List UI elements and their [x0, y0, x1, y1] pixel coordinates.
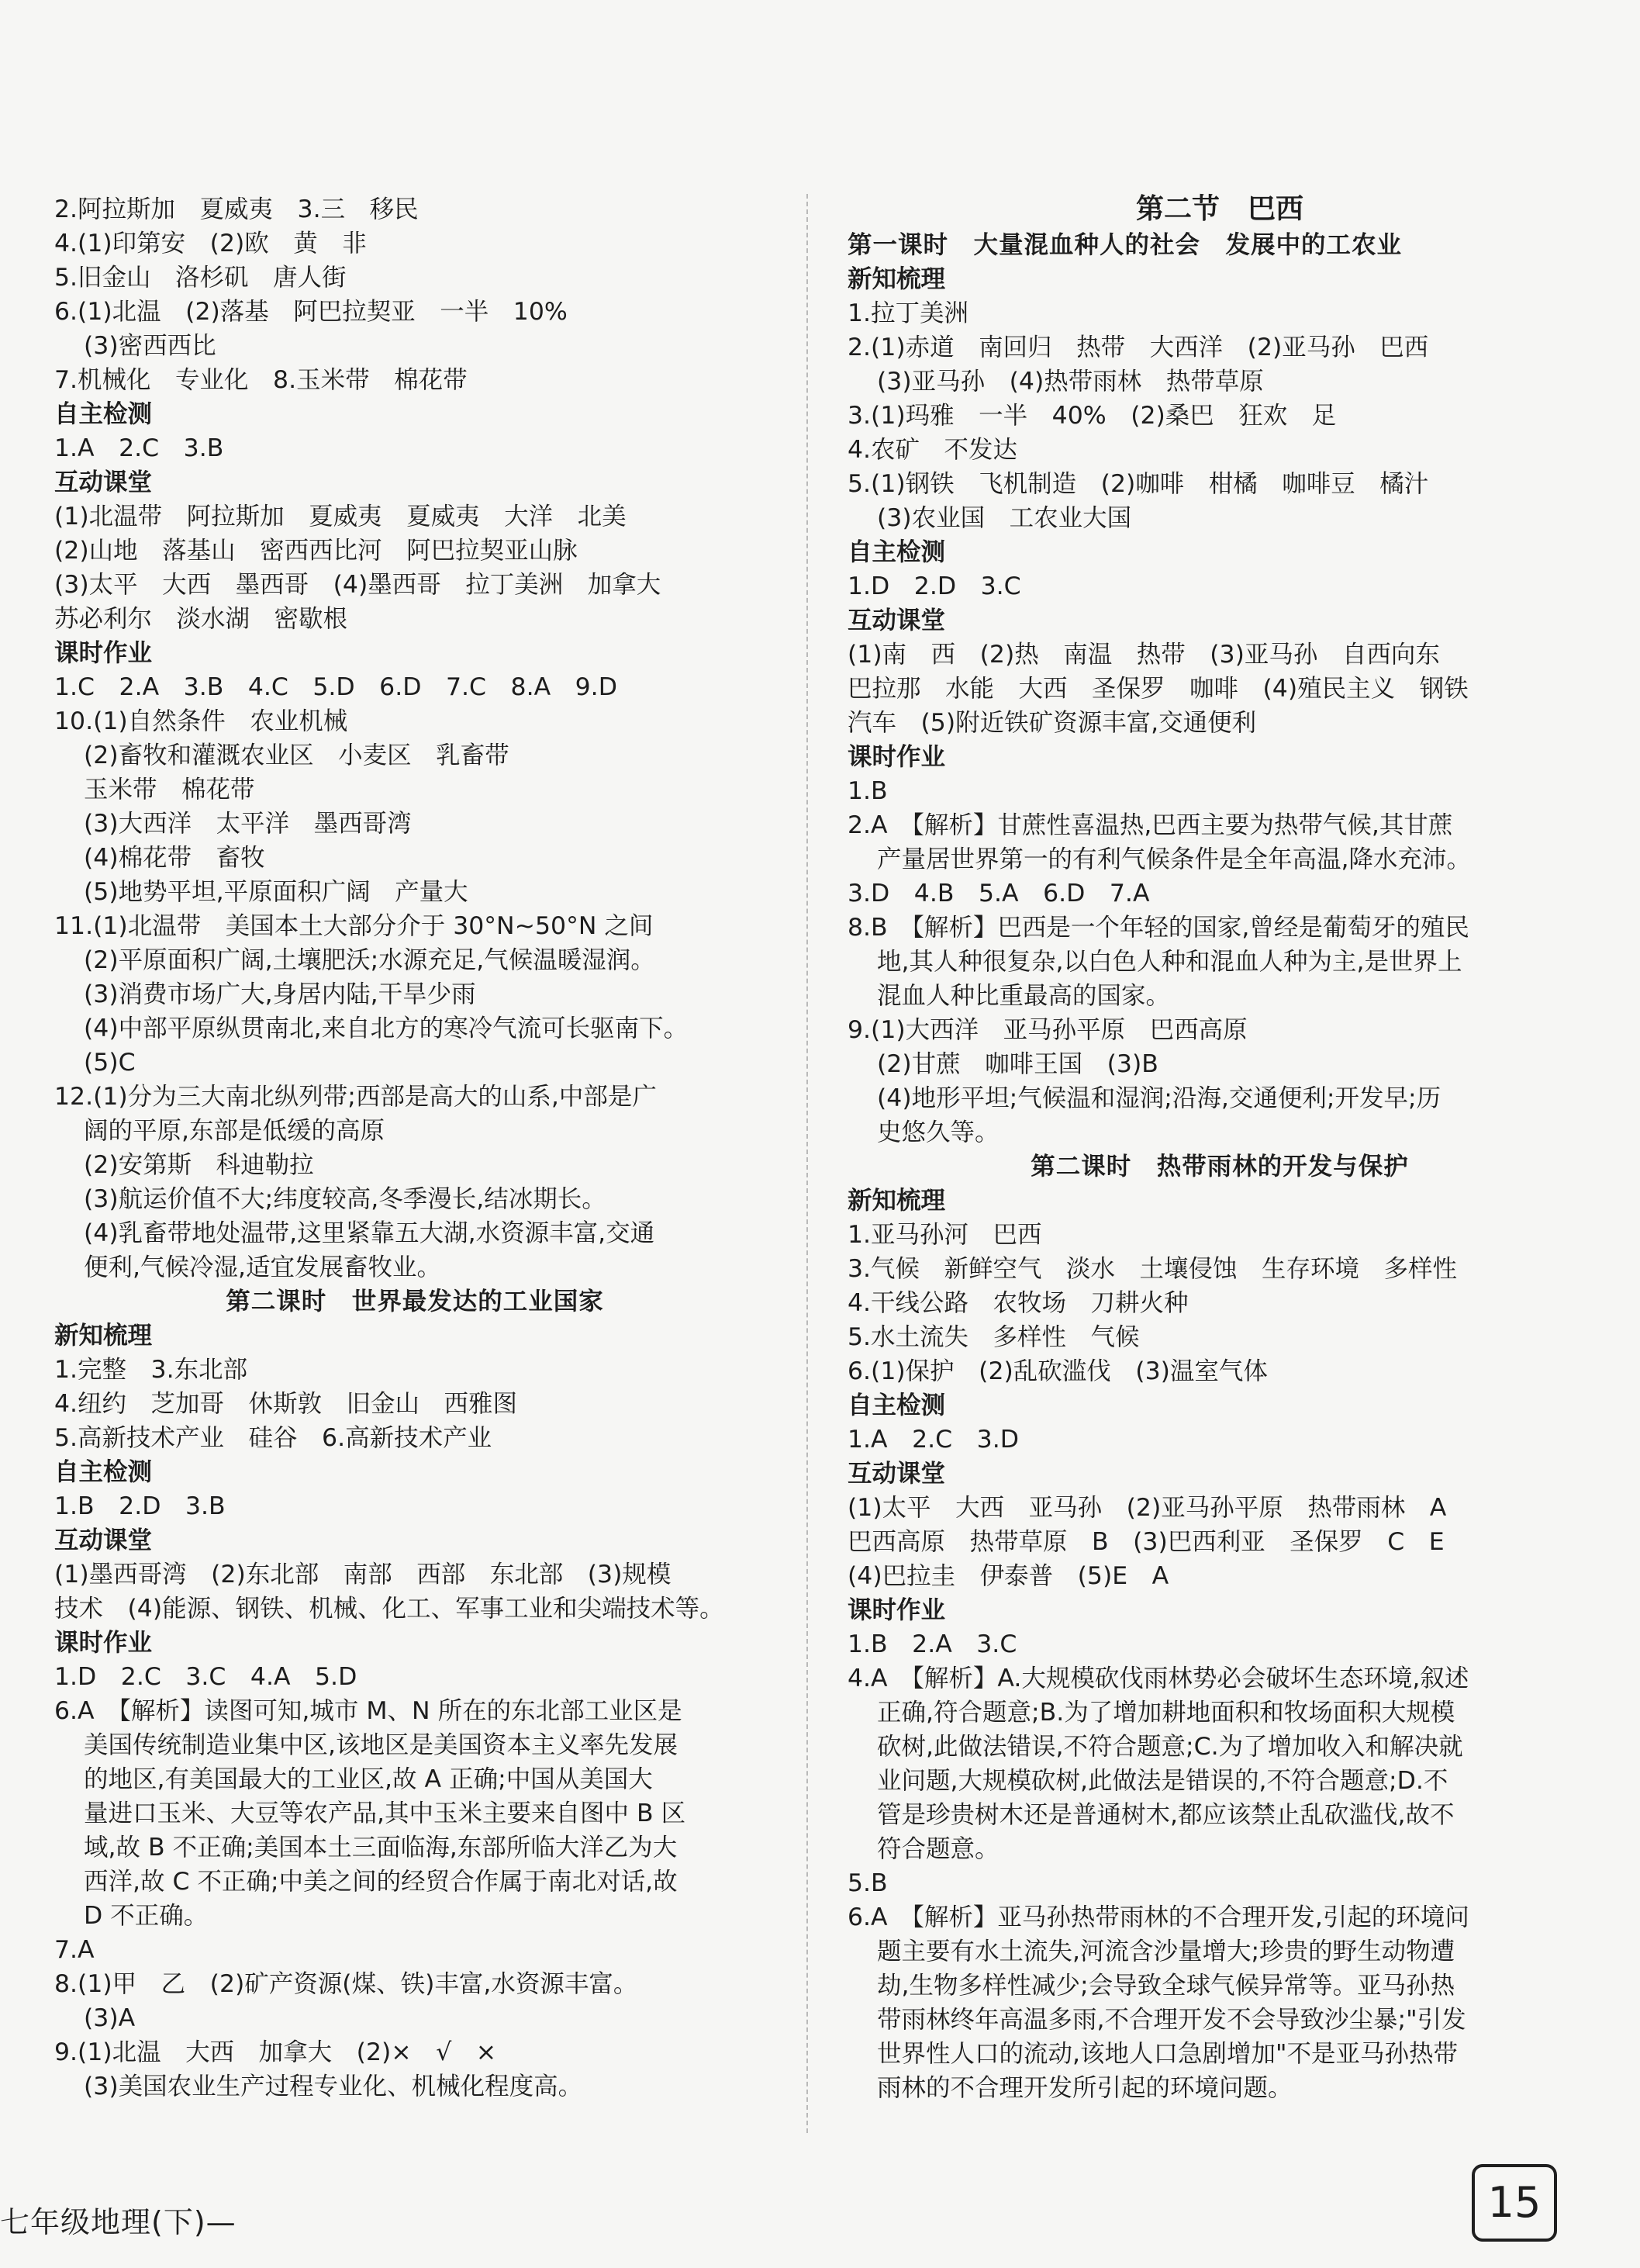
- answer-line: 苏必利尔 淡水湖 密歇根: [54, 605, 348, 633]
- answer-line: 5.水土流失 多样性 气候: [848, 1323, 1140, 1351]
- answer-line: 题主要有水土流失,河流含沙量增大;珍贵的野生动物遭: [877, 1938, 1455, 1965]
- answer-line: 1.D 2.C 3.C 4.A 5.D: [54, 1663, 357, 1691]
- answer-line: 符合题意。: [877, 1835, 1000, 1863]
- section-heading: 新知梳理: [54, 1322, 153, 1350]
- answer-line: 6.A 【解析】读图可知,城市 M、N 所在的东北部工业区是: [54, 1697, 682, 1725]
- answer-line: 9.(1)北温 大西 加拿大 (2)× √ ×: [54, 2038, 497, 2066]
- answer-line: (5)地势平坦,平原面积广阔 产量大: [84, 878, 468, 906]
- answer-line: 巴西高原 热带草原 B (3)巴西利亚 圣保罗 C E: [848, 1528, 1445, 1556]
- answer-line: 劫,生物多样性减少;会导致全球气候异常等。亚马孙热: [877, 1972, 1455, 2000]
- answer-line: (2)安第斯 科迪勒拉: [84, 1151, 314, 1179]
- lesson-title: 第二课时 世界最发达的工业国家: [226, 1288, 604, 1316]
- answer-line: (1)北温带 阿拉斯加 夏威夷 夏威夷 大洋 北美: [54, 503, 627, 531]
- section-heading: 互动课堂: [848, 1460, 946, 1488]
- answer-line: (3)航运价值不大;纬度较高,冬季漫长,结冰期长。: [84, 1185, 606, 1213]
- answer-line: 正确,符合题意;B.为了增加耕地面积和牧场面积大规模: [877, 1699, 1455, 1727]
- answer-line: (4)棉花带 畜牧: [84, 844, 265, 872]
- answer-line: (3)美国农业生产过程专业化、机械化程度高。: [84, 2073, 583, 2100]
- answer-line: (3)消费市场广大,身居内陆,干旱少雨: [84, 980, 476, 1008]
- answer-line: (3)密西西比: [84, 332, 216, 360]
- answer-line: 3.(1)玛雅 一半 40% (2)桑巴 狂欢 足: [848, 402, 1337, 430]
- answer-line: 技术 (4)能源、钢铁、机械、化工、军事工业和尖端技术等。: [54, 1595, 724, 1623]
- answer-line: 4.纽约 芝加哥 休斯敦 旧金山 西雅图: [54, 1390, 518, 1418]
- answer-line: 10.(1)自然条件 农业机械: [54, 707, 348, 735]
- column-divider: [806, 194, 808, 2133]
- answer-line: (4)地形平坦;气候温和湿润;沿海,交通便利;开发早;历: [877, 1084, 1441, 1112]
- answer-line: (1)南 西 (2)热 南温 热带 (3)亚马孙 自西向东: [848, 641, 1440, 669]
- answer-line: 1.D 2.D 3.C: [848, 572, 1021, 600]
- section-heading: 自主检测: [848, 538, 946, 566]
- answer-line: (1)墨西哥湾 (2)东北部 南部 西部 东北部 (3)规模: [54, 1561, 672, 1589]
- answer-line: 汽车 (5)附近铁矿资源丰富,交通便利: [848, 709, 1257, 737]
- section-heading: 自主检测: [54, 1458, 153, 1486]
- lesson-title: 第一课时 大量混血种人的社会 发展中的工农业: [848, 231, 1403, 259]
- answer-line: 西洋,故 C 不正确;中美之间的经贸合作属于南北对话,故: [84, 1868, 678, 1896]
- answer-line: D 不正确。: [84, 1902, 209, 1930]
- answer-line: 1.亚马孙河 巴西: [848, 1221, 1042, 1249]
- answer-line: 1.完整 3.东北部: [54, 1356, 248, 1384]
- answer-line: 1.B 2.D 3.B: [54, 1492, 226, 1520]
- answer-line: (2)畜牧和灌溉农业区 小麦区 乳畜带: [84, 742, 509, 769]
- answer-line: 7.机械化 专业化 8.玉米带 棉花带: [54, 366, 468, 394]
- answer-line: (3)A: [84, 2004, 136, 2032]
- section-heading: 互动课堂: [54, 1526, 153, 1554]
- answer-line: (3)大西洋 太平洋 墨西哥湾: [84, 810, 412, 838]
- answer-line: 4.农矿 不发达: [848, 436, 1018, 464]
- answer-line: 1.A 2.C 3.D: [848, 1426, 1019, 1454]
- answer-line: 1.C 2.A 3.B 4.C 5.D 6.D 7.C 8.A 9.D: [54, 673, 617, 701]
- answer-line: 带雨林终年高温多雨,不合理开发不会导致沙尘暴;"引发: [877, 2006, 1466, 2034]
- answer-line: 6.(1)保护 (2)乱砍滥伐 (3)温室气体: [848, 1357, 1268, 1385]
- answer-line: 2.A 【解析】甘蔗性喜温热,巴西主要为热带气候,其甘蔗: [848, 811, 1453, 839]
- page-number: 15: [1472, 2164, 1557, 2242]
- answer-line: 8.(1)甲 乙 (2)矿产资源(煤、铁)丰富,水资源丰富。: [54, 1970, 638, 1998]
- answer-line: 2.(1)赤道 南回归 热带 大西洋 (2)亚马孙 巴西: [848, 334, 1429, 361]
- answer-line: 美国传统制造业集中区,该地区是美国资本主义率先发展: [84, 1731, 678, 1759]
- answer-line: 3.D 4.B 5.A 6.D 7.A: [848, 880, 1150, 908]
- answer-line: (2)平原面积广阔,土壤肥沃;水源充足,气候温暖湿润。: [84, 946, 655, 974]
- answer-line: 6.(1)北温 (2)落基 阿巴拉契亚 一半 10%: [54, 298, 568, 326]
- answer-line: (5)C: [84, 1049, 136, 1077]
- answer-line: (4)巴拉圭 伊泰普 (5)E A: [848, 1562, 1169, 1590]
- answer-line: 12.(1)分为三大南北纵列带;西部是高大的山系,中部是广: [54, 1083, 657, 1111]
- answer-line: (3)太平 大西 墨西哥 (4)墨西哥 拉丁美洲 加拿大: [54, 571, 661, 599]
- section-heading: 课时作业: [848, 743, 946, 771]
- section-heading: 课时作业: [54, 639, 153, 667]
- answer-line: 3.气候 新鲜空气 淡水 土壤侵蚀 生存环境 多样性: [848, 1255, 1458, 1283]
- answer-line: 地,其人种很复杂,以白色人种和混血人种为主,是世界上: [877, 948, 1462, 976]
- section-heading: 课时作业: [848, 1596, 946, 1624]
- left-answer-column: [54, 192, 775, 2104]
- answer-line: 巴拉那 水能 大西 圣保罗 咖啡 (4)殖民主义 钢铁: [848, 675, 1469, 703]
- right-answer-column: [848, 192, 1592, 2105]
- answer-line: (2)甘蔗 咖啡王国 (3)B: [877, 1050, 1158, 1078]
- answer-line: (2)山地 落基山 密西西比河 阿巴拉契亚山脉: [54, 537, 578, 565]
- answer-line: 阔的平原,东部是低缓的高原: [84, 1117, 385, 1145]
- answer-line: (1)太平 大西 亚马孙 (2)亚马孙平原 热带雨林 A: [848, 1494, 1447, 1522]
- answer-line: 产量居世界第一的有利气候条件是全年高温,降水充沛。: [877, 845, 1472, 873]
- answer-line: 域,故 B 不正确;美国本土三面临海,东部所临大洋乙为大: [84, 1834, 678, 1862]
- answer-line: 5.(1)钢铁 飞机制造 (2)咖啡 柑橘 咖啡豆 橘汁: [848, 470, 1429, 498]
- answer-line: 量进口玉米、大豆等农产品,其中玉米主要来自图中 B 区: [84, 1800, 686, 1827]
- answer-line: 11.(1)北温带 美国本土大部分介于 30°N~50°N 之间: [54, 912, 654, 940]
- answer-line: 世界性人口的流动,该地人口急剧增加"不是亚马孙热带: [877, 2040, 1459, 2068]
- answer-line: 混血人种比重最高的国家。: [877, 982, 1171, 1010]
- section-heading: 互动课堂: [848, 607, 946, 634]
- answer-line: 4.干线公路 农牧场 刀耕火种: [848, 1289, 1189, 1317]
- answer-line: 5.B: [848, 1869, 888, 1897]
- answer-line: 8.B 【解析】巴西是一个年轻的国家,曾经是葡萄牙的殖民: [848, 914, 1469, 942]
- answer-line: 4.(1)印第安 (2)欧 黄 非: [54, 230, 367, 258]
- answer-line: 便利,气候冷湿,适宜发展畜牧业。: [84, 1253, 442, 1281]
- answer-line: 1.拉丁美洲: [848, 299, 969, 327]
- answer-line: 9.(1)大西洋 亚马孙平原 巴西高原: [848, 1016, 1248, 1044]
- answer-line: (4)乳畜带地处温带,这里紧靠五大湖,水资源丰富,交通: [84, 1219, 655, 1247]
- answer-line: 6.A 【解析】亚马孙热带雨林的不合理开发,引起的环境问: [848, 1903, 1469, 1931]
- section-heading: 自主检测: [848, 1392, 946, 1419]
- answer-line: 玉米带 棉花带: [84, 776, 255, 804]
- answer-line: 史悠久等。: [877, 1118, 1000, 1146]
- section-heading: 互动课堂: [54, 468, 153, 496]
- section-heading: 新知梳理: [848, 265, 946, 293]
- section-heading: 课时作业: [54, 1629, 153, 1657]
- answer-line: 2.阿拉斯加 夏威夷 3.三 移民: [54, 195, 419, 223]
- answer-line: 4.A 【解析】A.大规模砍伐雨林势必会破坏生态环境,叙述: [848, 1665, 1469, 1692]
- answer-line: 1.B: [848, 777, 888, 805]
- answer-line: 7.A: [54, 1936, 95, 1964]
- answer-line: 砍树,此做法错误,不符合题意;C.为了增加收入和解决就: [877, 1733, 1463, 1761]
- answer-line: 雨林的不合理开发所引起的环境问题。: [877, 2074, 1293, 2102]
- answer-line: (3)亚马孙 (4)热带雨林 热带草原: [877, 368, 1264, 396]
- answer-line: 的地区,有美国最大的工业区,故 A 正确;中国从美国大: [84, 1765, 653, 1793]
- answer-line: (4)中部平原纵贯南北,来自北方的寒冷气流可长驱南下。: [84, 1015, 689, 1042]
- lesson-title: 第二课时 热带雨林的开发与保护: [1031, 1153, 1409, 1181]
- answer-line: (3)农业国 工农业大国: [877, 504, 1132, 532]
- book-subject-label: 七年级地理(下)—: [0, 2205, 237, 2239]
- answer-line: 1.B 2.A 3.C: [848, 1630, 1017, 1658]
- answer-line: 业问题,大规模砍树,此做法是错误的,不符合题意;D.不: [877, 1767, 1448, 1795]
- answer-line: 1.A 2.C 3.B: [54, 434, 224, 462]
- answer-line: 5.高新技术产业 硅谷 6.高新技术产业: [54, 1424, 492, 1452]
- section-heading: 新知梳理: [848, 1187, 946, 1215]
- answer-line: 管是珍贵树木还是普通树木,都应该禁止乱砍滥伐,故不: [877, 1801, 1455, 1829]
- section-heading: 自主检测: [54, 400, 153, 428]
- answer-line: 5.旧金山 洛杉矶 唐人街: [54, 264, 347, 292]
- chapter-title: 第二节 巴西: [1135, 193, 1303, 225]
